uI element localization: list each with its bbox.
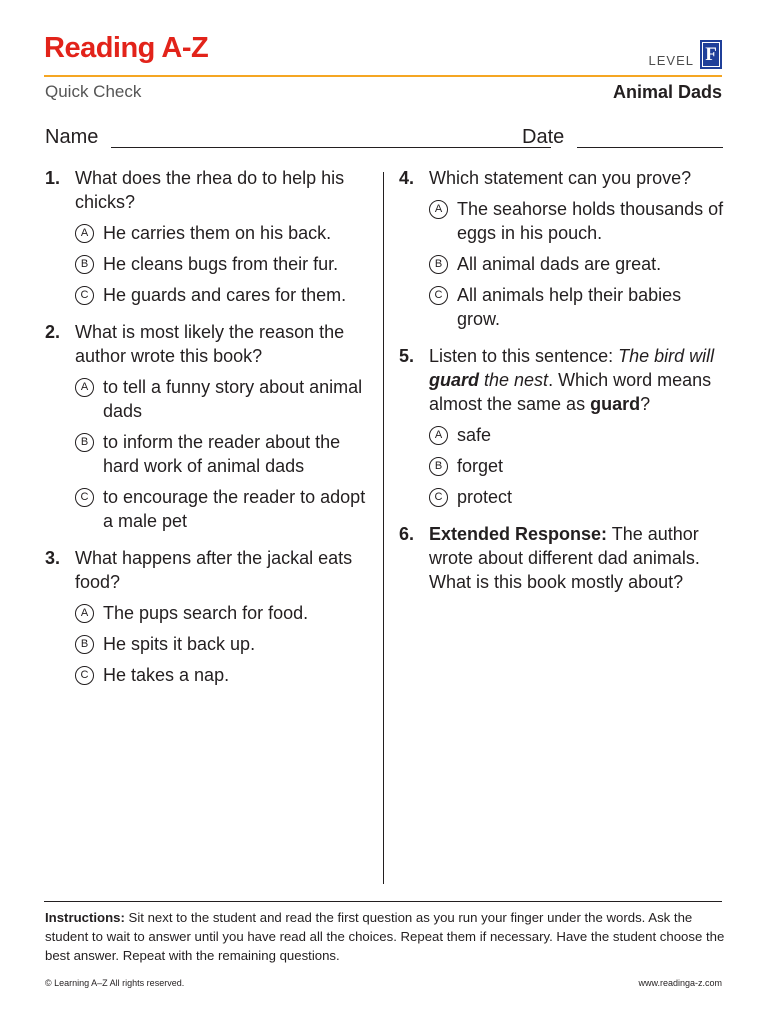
question-number: 4. (399, 168, 415, 188)
question-text-middle: . Which word means almost the same as (429, 370, 712, 414)
question-1 (45, 166, 375, 307)
question-text-intro: Listen to this sentence: (429, 346, 619, 366)
extended-response-label: Extended Response: (429, 524, 608, 544)
answer-bubble[interactable]: B (429, 457, 448, 476)
date-field[interactable] (577, 147, 723, 148)
answer-bubble[interactable]: B (75, 255, 94, 274)
answer-bubble[interactable]: B (75, 635, 94, 654)
answer-option[interactable] (75, 601, 375, 625)
left-column (45, 166, 375, 700)
extended-response-text: The author wrote about different dad animals. What is this book mostly about? (429, 524, 700, 592)
answer-option[interactable] (75, 430, 375, 478)
answer-option[interactable] (75, 632, 375, 656)
answer-bubble[interactable]: B (75, 433, 94, 452)
answer-text: The seahorse holds thousands of eggs in his pouch. (457, 199, 724, 243)
question-text: What does the rhea do to help his chicks? (75, 168, 345, 212)
answer-option[interactable] (429, 197, 729, 245)
answer-option[interactable] (429, 423, 729, 447)
question-text (429, 522, 729, 594)
instructions-text: Sit next to the student and read the first question as you run your finger under the words. Ask the student to wait to answer until you have read all the choices. Repeat them if necessary. Have the student choose the best answer. Repeat with the remaining questions. (45, 910, 725, 963)
answer-text: All animals help their babies grow. (457, 285, 682, 329)
answer-bubble[interactable]: B (429, 255, 448, 274)
column-divider (383, 172, 384, 884)
answer-text: to encourage the reader to adopt a male pet (103, 487, 366, 531)
question-6 (399, 522, 729, 594)
page-subtitle: Quick Check (45, 82, 142, 101)
answer-bubble[interactable]: C (75, 666, 94, 685)
answer-option[interactable] (75, 252, 375, 276)
answer-text: The pups search for food. (103, 603, 309, 623)
answer-option[interactable] (429, 485, 729, 509)
sample-sentence-part: The bird will (618, 346, 715, 366)
answer-text: He carries them on his back. (103, 223, 332, 243)
question-text: What is most likely the reason the author wrote this book? (75, 322, 345, 366)
question-text (429, 344, 729, 416)
answer-option[interactable] (75, 221, 375, 245)
answer-option[interactable] (75, 283, 375, 307)
answer-bubble[interactable]: C (75, 286, 94, 305)
level-indicator (649, 40, 722, 69)
copyright: © Learning A–Z All rights reserved. (45, 978, 185, 988)
answer-text: He cleans bugs from their fur. (103, 254, 339, 274)
sample-sentence-part: the nest (479, 370, 549, 390)
answer-text: forget (457, 456, 504, 476)
answer-bubble[interactable]: A (75, 604, 94, 623)
keyword: guard (590, 394, 641, 414)
level-badge: F (700, 40, 722, 69)
instructions-label: Instructions: (45, 910, 125, 925)
answer-text: He takes a nap. (103, 665, 230, 685)
answer-bubble[interactable]: A (75, 224, 94, 243)
answer-option[interactable] (75, 485, 375, 533)
logo: Reading A-Z (44, 32, 209, 64)
question-number: 1. (45, 168, 61, 188)
right-column (399, 166, 729, 607)
answer-option[interactable] (75, 663, 375, 687)
question-text: Which statement can you prove? (429, 168, 692, 188)
answer-option[interactable] (429, 454, 729, 478)
answer-option[interactable] (429, 252, 729, 276)
answer-text: All animal dads are great. (457, 254, 662, 274)
answer-bubble[interactable]: C (429, 488, 448, 507)
question-text: What happens after the jackal eats food? (75, 548, 353, 592)
question-text-end: ? (640, 394, 651, 414)
question-number: 3. (45, 548, 61, 568)
question-5 (399, 344, 729, 509)
name-date-row (45, 126, 723, 152)
answer-bubble[interactable]: A (429, 200, 448, 219)
question-number: 5. (399, 346, 415, 366)
date-label: Date (522, 126, 565, 148)
footer-divider (44, 901, 722, 902)
header-divider (44, 75, 722, 77)
question-4 (399, 166, 729, 331)
sample-sentence-keyword: guard (429, 370, 480, 390)
answer-text: protect (457, 487, 513, 507)
answer-text: He spits it back up. (103, 634, 256, 654)
website-url: www.readinga-z.com (638, 978, 722, 988)
level-label: LEVEL (648, 53, 694, 68)
question-3 (45, 546, 375, 687)
question-number: 6. (399, 524, 415, 544)
name-field[interactable] (111, 147, 551, 148)
question-2 (45, 320, 375, 533)
answer-text: safe (457, 425, 492, 445)
name-label: Name (45, 126, 99, 148)
question-number: 2. (45, 322, 61, 342)
answer-text: to inform the reader about the hard work of animal dads (103, 432, 341, 476)
answer-option[interactable] (429, 283, 729, 331)
answer-bubble[interactable]: A (75, 378, 94, 397)
instructions (45, 908, 725, 965)
answer-text: to tell a funny story about animal dads (103, 377, 363, 421)
answer-bubble[interactable]: C (429, 286, 448, 305)
answer-option[interactable] (75, 375, 375, 423)
answer-bubble[interactable]: A (429, 426, 448, 445)
answer-text: He guards and cares for them. (103, 285, 347, 305)
book-title: Animal Dads (612, 82, 722, 102)
answer-bubble[interactable]: C (75, 488, 94, 507)
